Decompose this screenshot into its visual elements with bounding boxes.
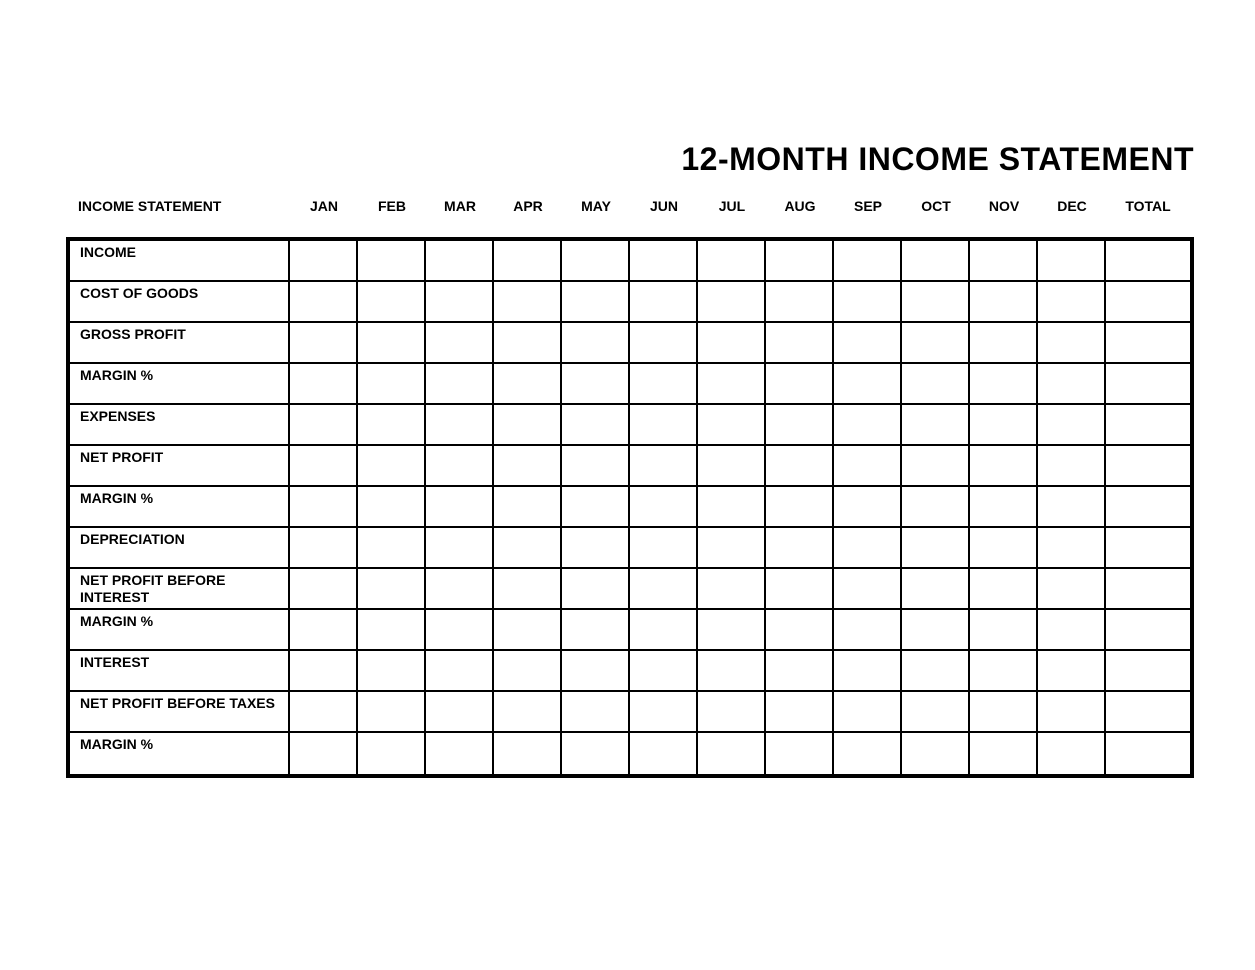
table-cell xyxy=(834,282,902,323)
table-cell xyxy=(1038,733,1106,774)
table-cell xyxy=(1038,446,1106,487)
table-cell xyxy=(290,323,358,364)
table-cell xyxy=(766,405,834,446)
table-cell xyxy=(1038,528,1106,569)
table-cell xyxy=(494,405,562,446)
row-label: MARGIN % xyxy=(70,733,290,774)
table-cell xyxy=(1106,569,1190,610)
table-cell xyxy=(358,241,426,282)
table-cell xyxy=(1038,692,1106,733)
column-header-nov: NOV xyxy=(988,198,1020,214)
table-cell xyxy=(426,364,494,405)
table-cell xyxy=(902,651,970,692)
column-header-total: TOTAL xyxy=(1125,198,1171,214)
table-cell xyxy=(630,569,698,610)
table-cell xyxy=(562,528,630,569)
table-cell xyxy=(358,528,426,569)
table-cell xyxy=(290,282,358,323)
table-cell xyxy=(630,528,698,569)
table-cell xyxy=(562,323,630,364)
table-cell xyxy=(834,733,902,774)
table-cell xyxy=(1106,405,1190,446)
corner-label: INCOME STATEMENT xyxy=(78,198,222,214)
row-label: COST OF GOODS xyxy=(70,282,290,323)
table-cell xyxy=(562,692,630,733)
table-cell xyxy=(970,364,1038,405)
table-cell xyxy=(494,528,562,569)
table-cell xyxy=(902,323,970,364)
row-label: MARGIN % xyxy=(70,610,290,651)
table-cell xyxy=(562,610,630,651)
table-cell xyxy=(494,323,562,364)
table-cell xyxy=(1038,569,1106,610)
row-label: MARGIN % xyxy=(70,364,290,405)
table-cell xyxy=(562,282,630,323)
table-cell xyxy=(630,487,698,528)
table-cell xyxy=(562,733,630,774)
row-label: NET PROFIT xyxy=(70,446,290,487)
table-cell xyxy=(902,528,970,569)
table-cell xyxy=(902,446,970,487)
table-cell xyxy=(834,241,902,282)
table-cell xyxy=(1106,241,1190,282)
table-cell xyxy=(698,651,766,692)
table-cell xyxy=(970,528,1038,569)
table-cell xyxy=(426,446,494,487)
table-cell xyxy=(426,528,494,569)
table-cell xyxy=(1106,651,1190,692)
table-cell xyxy=(902,282,970,323)
table-cell xyxy=(290,651,358,692)
table-cell xyxy=(766,651,834,692)
table-cell xyxy=(630,405,698,446)
table-cell xyxy=(562,487,630,528)
table-cell xyxy=(698,446,766,487)
table-cell xyxy=(358,405,426,446)
table-row xyxy=(70,405,1190,446)
table-cell xyxy=(1038,282,1106,323)
table-cell xyxy=(1106,487,1190,528)
table-cell xyxy=(902,405,970,446)
table-row xyxy=(70,282,1190,323)
table-row xyxy=(70,446,1190,487)
row-label: NET PROFIT BEFORE INTEREST xyxy=(70,569,290,610)
table-cell xyxy=(834,651,902,692)
table-cell xyxy=(1038,405,1106,446)
income-statement-sheet xyxy=(66,141,1194,778)
table-cell xyxy=(698,364,766,405)
table-cell xyxy=(494,651,562,692)
table-cell xyxy=(358,610,426,651)
table-cell xyxy=(562,364,630,405)
table-cell xyxy=(698,487,766,528)
table-cell xyxy=(290,405,358,446)
table-cell xyxy=(1038,610,1106,651)
table-cell xyxy=(426,569,494,610)
table-cell xyxy=(1106,610,1190,651)
table-cell xyxy=(562,446,630,487)
table-cell xyxy=(698,528,766,569)
table-cell xyxy=(1106,528,1190,569)
table-cell xyxy=(494,364,562,405)
table-cell xyxy=(698,692,766,733)
table-cell xyxy=(902,569,970,610)
table-cell xyxy=(766,569,834,610)
table-cell xyxy=(766,282,834,323)
table-cell xyxy=(630,610,698,651)
table-row xyxy=(70,733,1190,774)
table-cell xyxy=(290,610,358,651)
table-cell xyxy=(766,487,834,528)
table-cell xyxy=(698,733,766,774)
table-cell xyxy=(834,364,902,405)
table-cell xyxy=(494,610,562,651)
table-cell xyxy=(970,569,1038,610)
table-cell xyxy=(970,405,1038,446)
table-cell xyxy=(426,241,494,282)
table-cell xyxy=(630,446,698,487)
table-cell xyxy=(562,241,630,282)
table-cell xyxy=(902,610,970,651)
page-title: 12-MONTH INCOME STATEMENT xyxy=(681,141,1194,177)
table-cell xyxy=(766,323,834,364)
table-cell xyxy=(1106,446,1190,487)
table-cell xyxy=(630,733,698,774)
table-cell xyxy=(766,610,834,651)
table-row xyxy=(70,241,1190,282)
table-cell xyxy=(494,282,562,323)
row-label: INTEREST xyxy=(70,651,290,692)
table-cell xyxy=(766,692,834,733)
row-label: INCOME xyxy=(70,241,290,282)
table-cell xyxy=(290,569,358,610)
table-cell xyxy=(630,241,698,282)
table-cell xyxy=(970,241,1038,282)
table-cell xyxy=(1106,733,1190,774)
table-cell xyxy=(970,323,1038,364)
table-cell xyxy=(834,692,902,733)
table-cell xyxy=(426,651,494,692)
row-label: DEPRECIATION xyxy=(70,528,290,569)
table-row xyxy=(70,610,1190,651)
table-cell xyxy=(834,487,902,528)
table-cell xyxy=(766,733,834,774)
table-cell xyxy=(1038,487,1106,528)
table-cell xyxy=(630,692,698,733)
table-cell xyxy=(358,323,426,364)
row-label: NET PROFIT BEFORE TAXES xyxy=(70,692,290,733)
table-cell xyxy=(290,487,358,528)
column-headers xyxy=(66,198,1194,214)
column-header-may: MAY xyxy=(581,198,611,214)
table-cell xyxy=(902,364,970,405)
table-cell xyxy=(970,610,1038,651)
table-cell xyxy=(834,569,902,610)
table-cell xyxy=(970,282,1038,323)
column-header-dec: DEC xyxy=(1057,198,1087,214)
column-header-oct: OCT xyxy=(921,198,951,214)
table-cell xyxy=(1038,364,1106,405)
table-cell xyxy=(426,323,494,364)
table-cell xyxy=(834,610,902,651)
table-cell xyxy=(358,569,426,610)
column-header-apr: APR xyxy=(513,198,543,214)
table-cell xyxy=(834,323,902,364)
row-label: GROSS PROFIT xyxy=(70,323,290,364)
table-row xyxy=(70,364,1190,405)
statement-grid xyxy=(66,237,1194,778)
table-cell xyxy=(358,446,426,487)
row-label: EXPENSES xyxy=(70,405,290,446)
table-cell xyxy=(630,364,698,405)
table-cell xyxy=(562,651,630,692)
table-cell xyxy=(426,610,494,651)
table-row xyxy=(70,487,1190,528)
table-cell xyxy=(494,733,562,774)
table-cell xyxy=(1106,692,1190,733)
table-cell xyxy=(1038,241,1106,282)
table-cell xyxy=(970,733,1038,774)
table-cell xyxy=(970,651,1038,692)
table-cell xyxy=(902,733,970,774)
table-cell xyxy=(970,692,1038,733)
table-cell xyxy=(1038,323,1106,364)
table-cell xyxy=(494,241,562,282)
table-cell xyxy=(290,446,358,487)
table-cell xyxy=(698,405,766,446)
table-cell xyxy=(902,487,970,528)
table-cell xyxy=(426,487,494,528)
table-row xyxy=(70,323,1190,364)
table-cell xyxy=(358,487,426,528)
table-cell xyxy=(834,405,902,446)
table-cell xyxy=(834,528,902,569)
table-cell xyxy=(358,692,426,733)
row-label: MARGIN % xyxy=(70,487,290,528)
table-cell xyxy=(1038,651,1106,692)
table-cell xyxy=(698,241,766,282)
table-cell xyxy=(698,610,766,651)
table-cell xyxy=(494,692,562,733)
table-cell xyxy=(562,569,630,610)
table-cell xyxy=(1106,364,1190,405)
table-cell xyxy=(630,323,698,364)
table-cell xyxy=(1106,323,1190,364)
table-cell xyxy=(290,364,358,405)
table-cell xyxy=(834,446,902,487)
column-header-jun: JUN xyxy=(649,198,678,214)
table-cell xyxy=(358,364,426,405)
column-header-sep: SEP xyxy=(853,198,882,214)
column-header-jul: JUL xyxy=(718,198,746,214)
table-cell xyxy=(290,692,358,733)
table-cell xyxy=(562,405,630,446)
table-row xyxy=(70,692,1190,733)
table-cell xyxy=(358,282,426,323)
table-cell xyxy=(426,405,494,446)
table-cell xyxy=(902,692,970,733)
table-cell xyxy=(766,446,834,487)
table-row xyxy=(70,651,1190,692)
column-header-aug: AUG xyxy=(784,198,816,214)
table-cell xyxy=(970,487,1038,528)
table-cell xyxy=(426,733,494,774)
table-cell xyxy=(698,569,766,610)
column-header-feb: FEB xyxy=(378,198,406,214)
table-cell xyxy=(494,487,562,528)
table-cell xyxy=(426,692,494,733)
column-header-jan: JAN xyxy=(309,198,338,214)
table-cell xyxy=(630,651,698,692)
table-cell xyxy=(766,528,834,569)
table-cell xyxy=(290,528,358,569)
table-cell xyxy=(766,241,834,282)
table-cell xyxy=(766,364,834,405)
table-cell xyxy=(494,446,562,487)
table-cell xyxy=(426,282,494,323)
table-cell xyxy=(698,282,766,323)
table-cell xyxy=(358,733,426,774)
table-cell xyxy=(630,282,698,323)
table-row xyxy=(70,569,1190,610)
table-cell xyxy=(1106,282,1190,323)
table-cell xyxy=(970,446,1038,487)
table-cell xyxy=(902,241,970,282)
table-cell xyxy=(698,323,766,364)
column-header-mar: MAR xyxy=(444,198,476,214)
table-cell xyxy=(290,241,358,282)
table-cell xyxy=(290,733,358,774)
table-cell xyxy=(494,569,562,610)
table-cell xyxy=(358,651,426,692)
table-row xyxy=(70,528,1190,569)
